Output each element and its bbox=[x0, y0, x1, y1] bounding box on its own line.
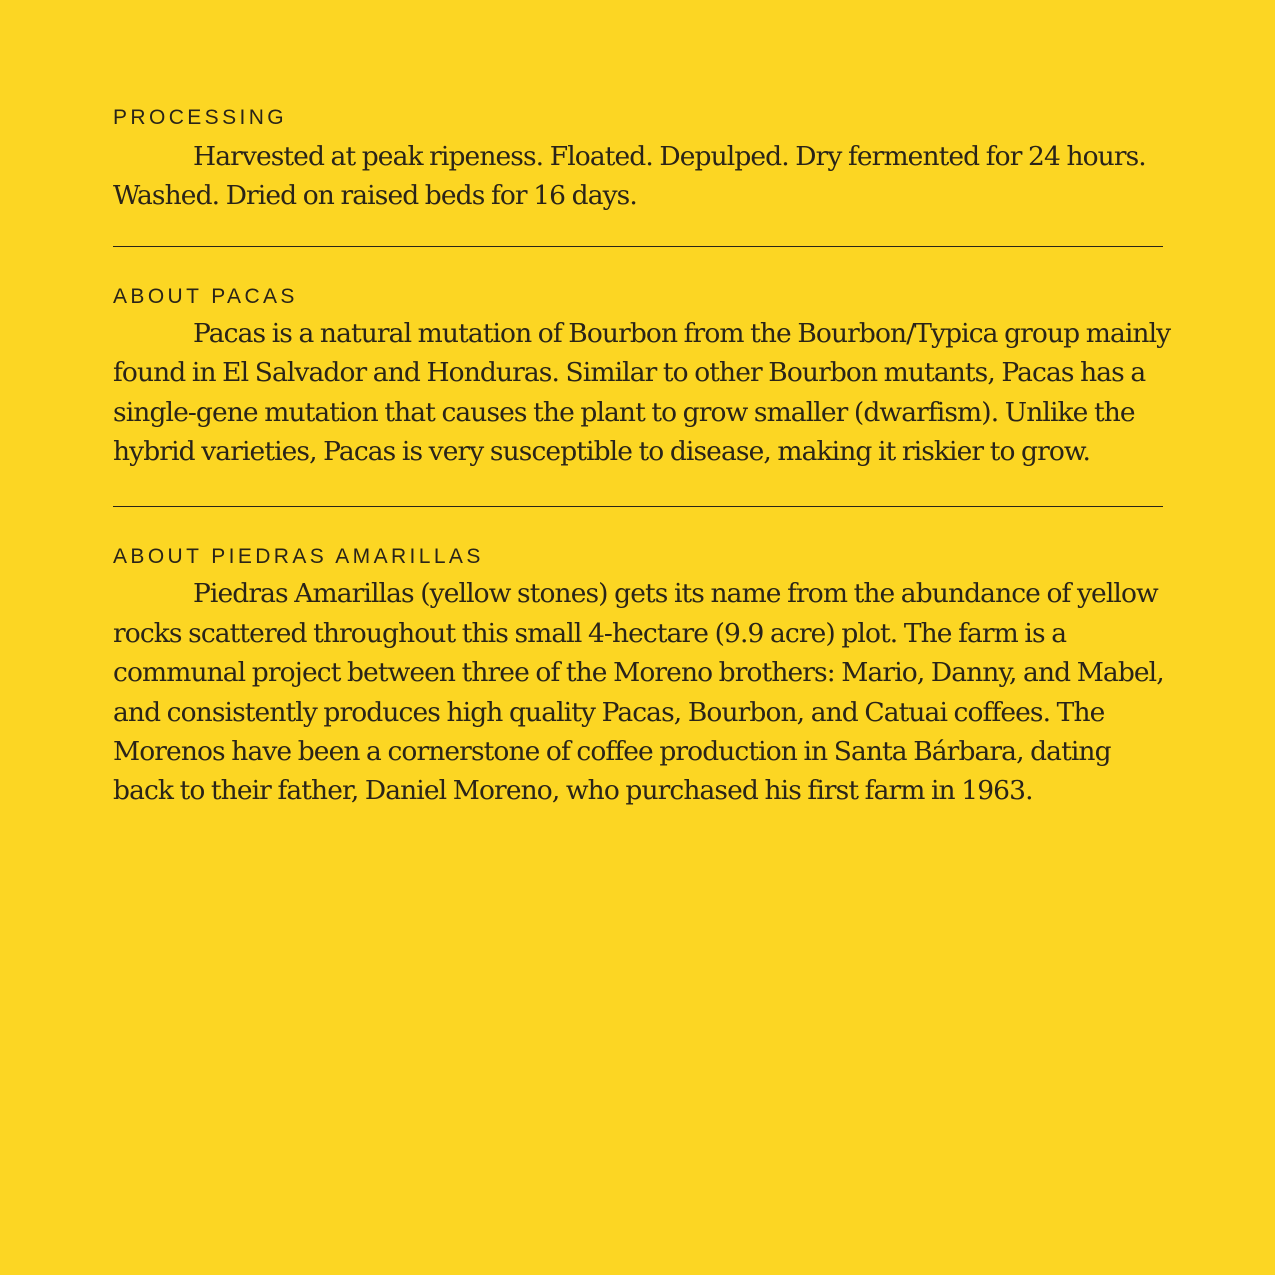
section-about-pacas bbox=[113, 283, 1175, 472]
section-divider bbox=[113, 506, 1163, 507]
section-text-processing: Harvested at peak ripeness. Floated. Depulped. Dry fermented for 24 hours. Washed. Dried on raised beds for 16 days. bbox=[113, 141, 1146, 212]
section-text-about-piedras-amarillas: Piedras Amarillas (yellow stones) gets its name from the abundance of yellow rocks scattered throughout this small 4-hectare (9.9 acre) plot. The farm is a communal project between three of the Moreno brothers: Mario, Danny, and Mabel, and consistently produces high quality Pacas, Bourbon, and Catuai coffees. The Morenos have been a cornerstone of coffee production in Santa Bárbara, dating back to their father, Daniel Moreno, who purchased his first farm in 1963. bbox=[113, 578, 1164, 807]
section-heading-about-pacas: ABOUT PACAS bbox=[113, 284, 298, 308]
section-heading-about-piedras-amarillas: ABOUT PIEDRAS AMARILLAS bbox=[113, 545, 484, 569]
section-processing bbox=[113, 104, 1175, 216]
section-heading-processing: PROCESSING bbox=[113, 106, 288, 129]
document-content bbox=[113, 104, 1175, 811]
section-text-about-pacas: Pacas is a natural mutation of Bourbon from the Bourbon/Typica group mainly found in El Salvador and Honduras. Similar to other Bourbon mutants, Pacas has a single-gene mutation that causes the plant to grow smaller (dwarfism). Unlike the hybrid varieties, Pacas is very susceptible to disease, making it riskier to grow. bbox=[113, 317, 1171, 468]
section-about-piedras-amarillas bbox=[113, 543, 1175, 810]
section-divider bbox=[113, 246, 1163, 247]
